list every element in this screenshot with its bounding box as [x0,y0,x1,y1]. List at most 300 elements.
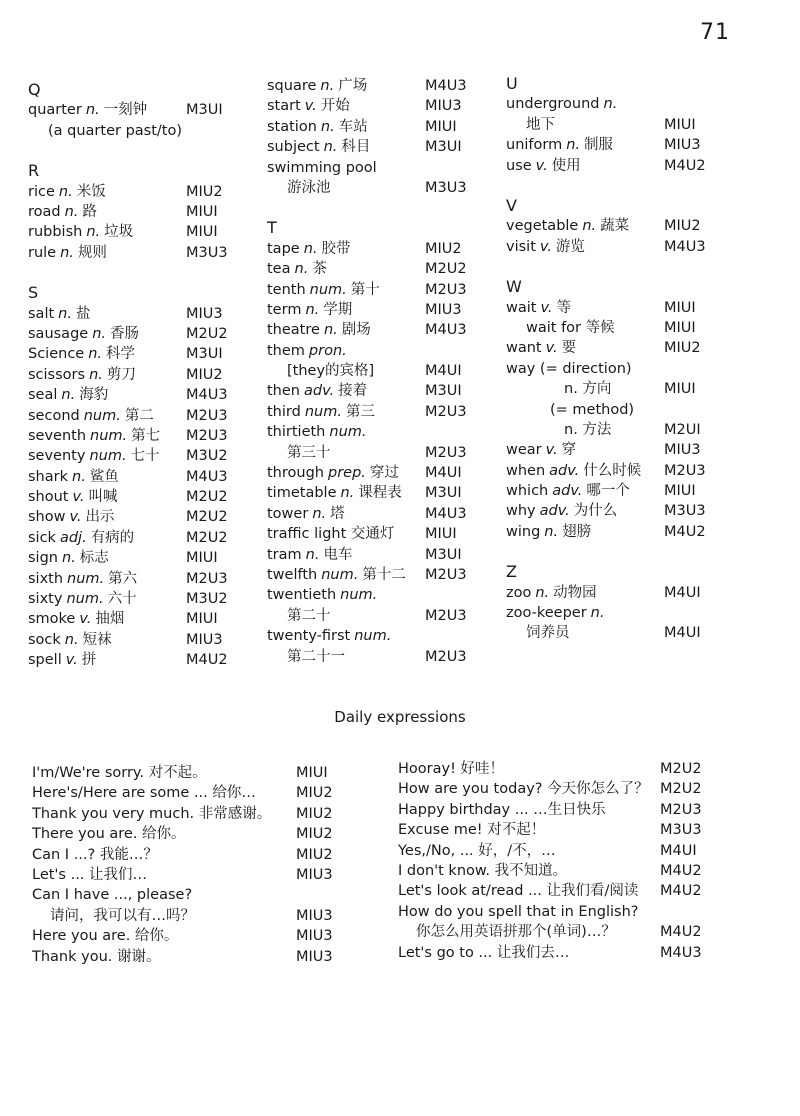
entry-word: third [267,403,301,420]
expression-text: Happy birthday ... …生日快乐 [398,801,606,818]
entry-main [267,280,380,300]
entry-main [267,320,371,340]
entry-word: zoo-keeper [506,605,587,622]
entry-main [28,222,133,242]
glossary-entry [267,443,497,463]
entry-chinese: 开始 [320,98,350,115]
entry-unit-code: M3UI [425,485,462,502]
entry-pos: adv. [552,483,583,500]
glossary-entry [267,402,497,422]
entry-unit-code: M2U3 [425,444,467,461]
entry-chinese: 科学 [106,346,136,363]
entry-unit-code: MIUI [425,526,457,543]
entry-unit-code: M2U3 [186,427,228,444]
entry-unit-code: M4UI [425,465,462,482]
entry-unit-code: MIU2 [186,183,223,200]
entry-pos: v. [545,442,558,459]
expression-unit-code: M2U2 [660,781,702,798]
entry-pos: n. [320,78,335,94]
entry-pos: num. [309,281,347,298]
glossary-entry [267,483,497,503]
entry-text: 游泳池 [287,179,331,196]
entry-chinese: 哪一个 [586,483,630,500]
entry-unit-code: M4UI [664,625,701,642]
entry-word: tape [267,240,300,257]
entry-word: Science [28,346,85,363]
entry-unit-code: M4U3 [186,468,228,485]
expression-text: I don't know. 我不知道。 [398,862,568,879]
expression-unit-code: MIU3 [296,948,333,965]
expression-text: There you are. 给你。 [32,826,186,843]
expression-row [32,824,372,844]
glossary-entry [28,446,258,466]
entry-chinese: 鲨鱼 [89,468,119,485]
entry-word: traffic light [267,526,347,543]
entry-unit-code: MIU3 [186,631,223,648]
entry-pos: n. [312,505,327,522]
entry-chinese: 要 [561,340,577,357]
glossary-column-2 [267,76,497,687]
entry-chinese: 香肠 [110,325,140,342]
entry-chinese: 广场 [338,78,368,94]
entry-pos: n. [340,485,355,502]
entry-main [28,650,96,670]
entry-pos: pron. [308,342,347,359]
entry-word: start [267,98,301,115]
entry-pos: n. [294,261,309,278]
entry-pos: n. [603,96,618,113]
entry-chinese: 垃圾 [104,224,134,241]
glossary-entry [267,524,497,544]
glossary-entry [506,583,736,603]
entry-unit-code: MIU3 [664,442,701,459]
entry-unit-code: M2U3 [425,567,467,583]
entry-main [267,117,368,137]
entry-main [267,545,352,565]
entry-unit-code: M3U3 [425,179,467,196]
entry-word: tram [267,546,302,563]
entry-text: way (= direction) [506,360,632,377]
entry-word: rule [28,244,57,261]
glossary-entry [506,115,736,135]
entry-word: spell [28,652,62,669]
entry-pos: v. [545,340,558,357]
glossary-entry [267,96,497,116]
entry-chinese: 车站 [338,118,368,135]
entry-chinese: 盐 [75,305,91,322]
entry-main [506,522,591,542]
expression-row [398,759,748,779]
letter-section [28,161,258,263]
entry-pos: n. [64,631,79,648]
glossary-column-1 [28,80,258,691]
entry-chinese: 穿过 [369,465,399,482]
entry-main [506,603,608,623]
letter-section [506,196,736,257]
entry-unit-code: M2U3 [425,607,467,624]
entry-unit-code: M4UI [664,584,701,601]
entry-word: uniform [506,137,563,154]
entry-pos: n. [58,305,72,322]
entry-chinese: 塔 [330,505,345,522]
entry-unit-code: M2U2 [425,261,467,278]
section-letter: T [267,218,277,238]
entry-unit-code: MIU3 [425,98,462,115]
glossary-entry [267,259,497,279]
section-letter: W [506,277,522,297]
glossary-entry [506,481,736,501]
expression-text: 你怎么用英语拼那个(单词)…？ [416,924,616,941]
expression-unit-code: M3U3 [660,822,702,839]
entry-main [28,385,108,405]
entry-main [28,202,97,222]
entry-unit-code: MIUI [425,118,457,135]
entry-pos: v. [79,611,92,628]
glossary-entry [267,585,497,605]
entry-pos: adv. [539,503,570,520]
entry-unit-code: M2U2 [186,489,228,506]
entry-pos: n. [58,183,73,200]
glossary-entry [506,603,736,623]
entry-unit-code: M4U3 [425,78,467,94]
glossary-entry [28,426,258,446]
expression-row [398,881,748,901]
expression-text: Let's go to ... 让我们去… [398,944,570,961]
entry-unit-code: M2U3 [425,403,467,420]
entry-word: square [267,78,317,94]
expression-row [398,861,748,881]
entry-main [28,569,137,589]
entry-main [28,304,90,324]
expression-unit-code: M2U2 [660,761,702,777]
glossary-entry [506,216,736,236]
glossary-entry [267,504,497,524]
letter-section [267,76,497,198]
glossary-entry [28,304,258,324]
glossary-entry [28,589,258,609]
entry-pos: v. [65,652,78,669]
expression-row [32,804,372,824]
entry-chinese: 第十二 [362,567,406,583]
expression-row [398,902,748,922]
entry-main [28,630,112,650]
glossary-entry [506,461,736,481]
entry-text: wait for 等候 [526,319,615,336]
glossary-entry [506,440,736,460]
entry-unit-code: M4UI [425,363,462,380]
entry-main [28,589,137,609]
expression-row [32,845,372,865]
entry-unit-code: MIUI [186,203,218,220]
expression-row [32,947,372,967]
glossary-entry [28,324,258,344]
glossary-entry [267,239,497,259]
entry-word: twenty-first [267,628,351,645]
entry-unit-code: M2U3 [186,570,228,587]
entry-pos: n. [320,118,335,135]
glossary-entry [506,298,736,318]
entry-word: tower [267,505,309,522]
entry-pos: n. [590,605,605,622]
entry-word: subject [267,139,320,156]
entry-pos: num. [89,448,127,465]
entry-pos: n. [86,224,101,241]
entry-chinese: 科目 [341,139,371,156]
entry-unit-code: M2U2 [186,325,228,342]
entry-pos: n. [544,523,559,540]
entry-chinese: 什么时候 [583,462,642,479]
expression-unit-code: M4U2 [660,883,702,900]
entry-main [267,483,402,503]
entry-word: when [506,462,546,479]
letter-section [506,74,736,176]
entry-main [506,461,641,481]
entry-pos: num. [340,587,378,604]
glossary-entry [267,320,497,340]
entry-pos: n. [64,203,79,220]
entry-unit-code: MIU2 [425,240,462,257]
entry-unit-code: M3UI [425,546,462,563]
expression-text: How do you spell that in English? [398,903,639,920]
glossary-entry [267,422,497,442]
entry-unit-code: MIU3 [186,305,223,322]
entry-word: quarter [28,102,82,119]
entry-main [267,239,351,259]
glossary-entry [506,501,736,521]
entry-text: (a quarter past/to) [48,122,182,139]
glossary-entry [506,338,736,358]
expression-text: 请问，我可以有…吗？ [50,907,195,924]
entry-main [28,467,119,487]
glossary-entry [28,365,258,385]
entry-word: shark [28,468,68,485]
entry-chinese: 路 [82,203,97,220]
entry-main [267,300,352,320]
entry-pos: n. [323,322,338,339]
entry-unit-code: M3U2 [186,591,228,608]
entry-unit-code: M2U3 [425,281,467,298]
expression-text: Can I have ..., please? [32,887,193,904]
entry-pos: n. [92,325,107,342]
entry-chinese: 第三 [345,403,375,420]
entry-word: then [267,383,300,400]
entry-pos: num. [66,591,104,608]
section-letter: V [506,195,517,215]
entry-main [28,344,135,364]
entry-chinese: 剪刀 [106,366,136,383]
entry-unit-code: MIUI [664,483,696,500]
entry-main [28,609,124,629]
glossary-column-3 [506,74,736,664]
entry-chinese: 游览 [555,238,585,255]
entry-pos: num. [329,424,367,441]
glossary-entry [506,135,736,155]
expression-unit-code: M4U2 [660,924,702,941]
expression-unit-code: M4U3 [660,944,702,961]
glossary-entry [28,100,258,120]
entry-main [506,338,576,358]
entry-word: thirtieth [267,424,326,441]
entry-unit-code: MIUI [664,319,696,336]
entry-chinese: 接着 [338,383,368,400]
entry-word: wait [506,299,537,316]
entry-word: road [28,203,61,220]
entry-main [28,548,109,568]
glossary-entry [267,565,497,585]
entry-word: why [506,503,536,520]
glossary-entry [28,467,258,487]
entry-main [28,487,118,507]
section-letter: S [28,283,39,303]
expression-row [32,763,372,783]
entry-chinese: 七十 [130,448,160,465]
entry-chinese: 第六 [108,570,138,587]
entry-word: sausage [28,325,89,342]
entry-main [506,135,613,155]
expression-row [398,820,748,840]
entry-unit-code: M2U3 [425,648,467,665]
entry-pos: n. [305,546,320,563]
expression-unit-code: MIUI [296,765,328,781]
glossary-entry [28,202,258,222]
entry-text: n. 方向 [564,381,612,398]
entry-main [267,422,371,442]
entry-main [28,426,160,446]
entry-chinese: 使用 [551,157,581,174]
entry-main [28,446,160,466]
expression-unit-code: MIU2 [296,826,333,843]
entry-pos: n. [566,137,581,154]
entry-main [28,365,136,385]
section-letter: U [506,74,518,93]
entry-word: tea [267,261,291,278]
entry-unit-code: M3UI [425,383,462,400]
section-letter: Q [28,80,41,99]
expression-row [32,783,372,803]
entry-main [28,507,115,527]
entry-word: scissors [28,366,86,383]
entry-main [28,100,147,120]
entry-chinese: 出示 [85,509,115,526]
expression-row [398,841,748,861]
glossary-entry [506,379,736,399]
entry-word: sick [28,529,56,546]
expression-text: Thank you very much. 非常感谢。 [32,805,272,822]
letter-section [506,562,736,644]
expression-unit-code: MIU2 [296,805,333,822]
expression-unit-code: MIU2 [296,785,333,802]
entry-word: zoo [506,584,532,601]
entry-unit-code: M3UI [425,139,462,156]
entry-pos: num. [354,628,392,645]
expression-unit-code: MIU3 [296,928,333,945]
entry-unit-code: M4U3 [425,322,467,339]
entry-text: (= method) [550,401,635,418]
entry-pos: n. [85,102,100,119]
entry-word: term [267,301,302,318]
entry-unit-code: MIUI [664,299,696,316]
expression-text: Let's look at/read ... 让我们看/阅读 [398,883,639,900]
glossary-entry [28,222,258,242]
entry-word: seal [28,387,58,404]
expression-row [398,922,748,942]
glossary-entry [506,522,736,542]
entry-chinese: 叫喊 [88,489,118,506]
entry-chinese: 六十 [107,591,137,608]
entry-chinese: 海豹 [79,387,109,404]
entry-pos: v. [69,509,82,526]
entry-main [267,341,351,361]
letter-section [267,218,497,667]
glossary-entry [28,344,258,364]
entry-chinese: 蔬菜 [600,218,630,235]
expression-row [32,885,372,905]
entry-word: which [506,483,549,500]
entry-pos: n. [61,550,76,567]
entry-word: wear [506,442,542,459]
glossary-entry [506,420,736,440]
entry-main [506,237,585,257]
glossary-entry [267,341,497,361]
entry-unit-code: MIUI [186,550,218,567]
entry-word: rubbish [28,224,83,241]
glossary-entry [267,606,497,626]
expression-text: Can I ...? 我能…？ [32,846,158,863]
glossary-entry [28,243,258,263]
entry-word: sixth [28,570,64,587]
entry-unit-code: M4U3 [425,505,467,522]
section-letter: Z [506,562,517,582]
entry-unit-code: MIU3 [664,137,701,154]
entry-pos: prep. [327,465,366,482]
entry-word: use [506,157,532,174]
entry-pos: adv. [304,383,335,400]
entry-chinese: 一刻钟 [103,102,148,119]
entry-unit-code: M4U2 [664,523,706,540]
entry-word: underground [506,96,600,113]
glossary-entry [28,609,258,629]
entry-pos: n. [535,584,550,601]
entry-chinese: 规则 [77,244,107,261]
entry-unit-code: M2U3 [186,407,228,424]
glossary-entry [506,400,736,420]
glossary-entry [267,76,497,96]
entry-chinese: 制服 [584,137,614,154]
glossary-entry [267,463,497,483]
entry-pos: num. [90,427,128,444]
entry-word: shout [28,489,69,506]
glossary-entry [28,569,258,589]
entry-unit-code: M4U3 [664,238,706,255]
expression-row [398,779,748,799]
expression-unit-code: MIU2 [296,846,333,863]
glossary-entry [28,385,258,405]
expression-row [398,800,748,820]
expression-text: Hooray! 好哇！ [398,761,504,777]
entry-word: salt [28,305,55,322]
entry-main [28,528,134,548]
entry-chinese: 茶 [312,261,327,278]
entry-word: station [267,118,317,135]
letter-section [506,277,736,542]
entry-unit-code: M3UI [186,346,223,363]
entry-pos: num. [304,403,342,420]
entry-pos: n. [305,301,320,318]
glossary-entry [267,361,497,381]
entry-main [506,440,576,460]
entry-main [28,182,106,202]
glossary-entry [506,237,736,257]
